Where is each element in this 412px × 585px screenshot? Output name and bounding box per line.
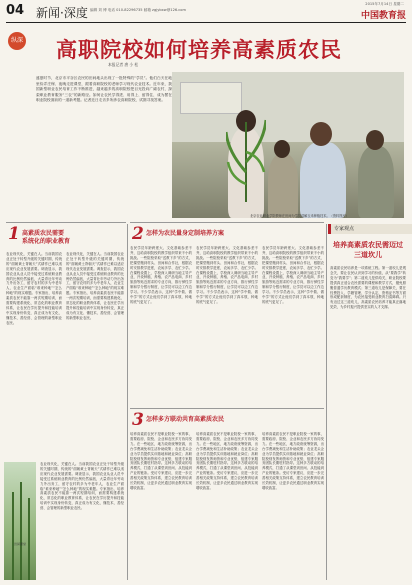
section-2-rule bbox=[130, 222, 324, 223]
section-3-body-col-1: 培养高素质农民不是职业院校一家的事，需要政府、院校、企业和农民多方协同发力。在一些地区，地方政府统筹资源，出台学费减免和生活补助政策；农业龙头企业为学员提供实训基地和就业岗位；高职院校则发挥师资和专业优势，组建专家服务团队长期驻村指导。这种多方联动的培养模式，打通了从课堂到田间、从技能到产业的链条。受访专家建议，应进一步完善相关政策支持体系，建立农民教育培训长效机制，让更多农民通过职业教育实现增收致富。 bbox=[130, 432, 192, 490]
photo-caption: 北京农业职业学院教师在田间为学员讲解玉米种植技术。（资料图片） bbox=[250, 214, 349, 218]
masthead bbox=[6, 2, 406, 22]
section-3-number: 3 bbox=[132, 410, 144, 430]
section-3-rule bbox=[130, 408, 324, 409]
section-3-heading bbox=[132, 410, 322, 430]
rice-stalk bbox=[28, 498, 30, 580]
editor-meta: 编辑 刘 博 电话 010-82296735 邮箱 zgjybxw@126.com bbox=[90, 8, 186, 12]
photo-person-audience-1 bbox=[358, 146, 394, 218]
section-1-body-right: 农业现代化，关键在人。当前我国农业正处于转型升级的关键时期，传统的“面朝黄土背朝天”式耕作已难以适应现代农业发展需要。调查显示，我国农业从业人员中接受过系统职业教育的比例仍然偏低，大量青壮年劳动力外出务工，留守农村的多为中老年人，农业生产面临“谁来种地”“怎么种地”的现实难题。专家指出，培养高素质农民不能靠一两次短期培训，而需要构建系统化、常态化的职业教育体系，让农民在学历提升和技能培训中实现身份转变，真正成为有文化、懂技术、善经营、会管理的新型职业农民。 bbox=[66, 252, 124, 320]
section-1-title-line1: 高素质农民需要 bbox=[22, 230, 65, 237]
photo-head-audience-2 bbox=[274, 140, 290, 158]
column-divider-1 bbox=[127, 224, 128, 580]
section-2-body-col-3: 农民学员年龄跨度大、文化基础参差不齐，这给高职院校的教学组织带来不小的挑战。一些院校采取“送教下乡”的方式，把课堂搬到村头、田间和合作社，根据农时安排教学进度，农闲多学、农忙少学。在课程设置上，学校深入调研当地主导产业，开设种植、养殖、农产品电商、乡村旅游等贴近需求的专业方向，推行弹性学制和学分银行制度，让学员可以边工作边学习。不少学员表示，这种“学中做、做中学”的方式让他们学到了真本领，种地的底气更足了。 bbox=[262, 246, 324, 304]
rice-illustration bbox=[4, 462, 36, 580]
lead-photo bbox=[172, 72, 404, 218]
headline: 高职院校如何培养高素质农民 bbox=[56, 37, 342, 62]
corn-plant-icon bbox=[226, 112, 266, 202]
section-1-rule bbox=[6, 222, 126, 223]
section-1-number: 1 bbox=[8, 224, 20, 244]
photo-person-farmer bbox=[300, 142, 346, 218]
photo-board bbox=[180, 82, 242, 114]
illustration-caption: 田间课堂 bbox=[13, 542, 26, 546]
rice-stalk bbox=[12, 492, 14, 580]
sidebar-label: 专家观点 bbox=[328, 224, 412, 234]
sidebar-body: 高素质农民培养是一项系统工程。第一道坎儿是观念关，要让农民认识到学习的价值，从“要我学”转变为“我要学”；第二道坎儿是供给关，职业院校要提供真正适合农民需要的课程和教学方式，避免照搬普通学历教育模式；第三道坎儿是保障关，要在经费投入、学籍管理、学分认定、资格证书等方面形成配套制度，为农民接受职业教育扫清障碍。只有迈过这三道坎儿，高素质农民培养才能真正落地见效，为乡村振兴提供坚实的人才支撑。 bbox=[330, 266, 406, 310]
section-2-title: 怎样为农民量身定制培养方案 bbox=[146, 230, 225, 237]
section-3-title: 怎样多方联动共育高素质农民 bbox=[146, 416, 225, 423]
section-name: 新闻·深度 bbox=[36, 6, 88, 20]
section-2-body-col-1: 农民学员年龄跨度大、文化基础参差不齐，这给高职院校的教学组织带来不小的挑战。一些院校采取“送教下乡”的方式，把课堂搬到村头、田间和合作社，根据农时安排教学进度，农闲多学、农忙少学。在课程设置上，学校深入调研当地主导产业，开设种植、养殖、农产品电商、乡村旅游等贴近需求的专业方向，推行弹性学制和学分银行制度，让学员可以边工作边学习。不少学员表示，这种“学中做、做中学”的方式让他们学到了真本领，种地的底气更足了。 bbox=[130, 246, 192, 304]
section-3-body-col-2: 培养高素质农民不是职业院校一家的事，需要政府、院校、企业和农民多方协同发力。在一些地区，地方政府统筹资源，出台学费减免和生活补助政策；农业龙头企业为学员提供实训基地和就业岗位；高职院校则发挥师资和专业优势，组建专家服务团队长期驻村指导。这种多方联动的培养模式，打通了从课堂到田间、从技能到产业的链条。受访专家建议，应进一步完善相关政策支持体系，建立农民教育培训长效机制，让更多农民通过职业教育实现增收致富。 bbox=[196, 432, 258, 490]
byline: 本报记者 唐 小 松 bbox=[108, 62, 139, 67]
section-1-title-line2: 系统化的职业教育 bbox=[22, 238, 71, 245]
section-1-body-bottom: 农业现代化，关键在人。当前我国农业正处于转型升级的关键时期，传统的“面朝黄土背朝天”式耕作已难以适应现代农业发展需要。调查显示，我国农业从业人员中接受过系统职业教育的比例仍然偏低，大量青壮年劳动力外出务工，留守农村的多为中老年人，农业生产面临“谁来种地”“怎么种地”的现实难题。专家指出，培养高素质农民不能靠一两次短期培训，而需要构建系统化、常态化的职业教育体系，让农民在学历提升和技能培训中实现身份转变，真正成为有文化、懂技术、善经营、会管理的新型职业农民。 bbox=[40, 462, 124, 511]
section-2-number: 2 bbox=[132, 224, 144, 244]
photo-person-audience-2 bbox=[268, 154, 298, 218]
photo-head-audience-1 bbox=[366, 130, 384, 150]
page-number: 04 bbox=[6, 3, 25, 18]
issue-date: 2015年7月14日 星期二 bbox=[365, 2, 404, 6]
section-2-body-col-2: 农民学员年龄跨度大、文化基础参差不齐，这给高职院校的教学组织带来不小的挑战。一些院校采取“送教下乡”的方式，把课堂搬到村头、田间和合作社，根据农时安排教学进度，农闲多学、农忙少学。在课程设置上，学校深入调研当地主导产业，开设种植、养殖、农产品电商、乡村旅游等贴近需求的专业方向，推行弹性学制和学分银行制度，让学员可以边工作边学习。不少学员表示，这种“学中做、做中学”的方式让他们学到了真本领，种地的底气更足了。 bbox=[196, 246, 258, 304]
rice-stalk bbox=[20, 482, 22, 580]
section-2-heading bbox=[132, 224, 322, 244]
section-1-heading bbox=[8, 224, 124, 248]
newspaper-logo: 中国教育报 bbox=[360, 11, 406, 21]
section-1-body-left: 农业现代化，关键在人。当前我国农业正处于转型升级的关键时期，传统的“面朝黄土背朝天”式耕作已难以适应现代农业发展需要。调查显示，我国农业从业人员中接受过系统职业教育的比例仍然偏低，大量青壮年劳动力外出务工，留守农村的多为中老年人，农业生产面临“谁来种地”“怎么种地”的现实难题。专家指出，培养高素质农民不能靠一两次短期培训，而需要构建系统化、常态化的职业教育体系，让农民在学历提升和技能培训中实现身份转变，真正成为有文化、懂技术、善经营、会管理的新型职业农民。 bbox=[6, 252, 62, 325]
photo-head-farmer bbox=[310, 122, 332, 146]
column-tag: 纵深 bbox=[8, 32, 26, 50]
column-divider-2 bbox=[326, 224, 327, 580]
section-3-body-col-3: 培养高素质农民不是职业院校一家的事，需要政府、院校、企业和农民多方协同发力。在一些地区，地方政府统筹资源，出台学费减免和生活补助政策；农业龙头企业为学员提供实训基地和就业岗位；高职院校则发挥师资和专业优势，组建专家服务团队长期驻村指导。这种多方联动的培养模式，打通了从课堂到田间、从技能到产业的链条。受访专家建议，应进一步完善相关政策支持体系，建立农民教育培训长效机制，让更多农民通过职业教育实现增收致富。 bbox=[262, 432, 324, 490]
sidebar-headline: 培养高素质农民需迈过三道坎儿 bbox=[333, 240, 403, 259]
intro-paragraph: 盛夏时节，北京市平谷区农民的田间地头出现了一批特殊的“学员”。他们白天在地里侍弄庄稼、夜晚走进课堂，跟着高职院校的老师学习现代农业技术。近年来，我国新型职业农民培育工作不断推进，越来越多的高职院校把目光投向广阔农村，探索职业教育服务“三农”的新路径。如何让农民学得进、用得上、留得住，成为摆在职业院校面前的一道新考题。记者近日走访多所涉农高职院校，试图寻找答案。 bbox=[36, 76, 172, 103]
masthead-rule bbox=[6, 22, 406, 23]
